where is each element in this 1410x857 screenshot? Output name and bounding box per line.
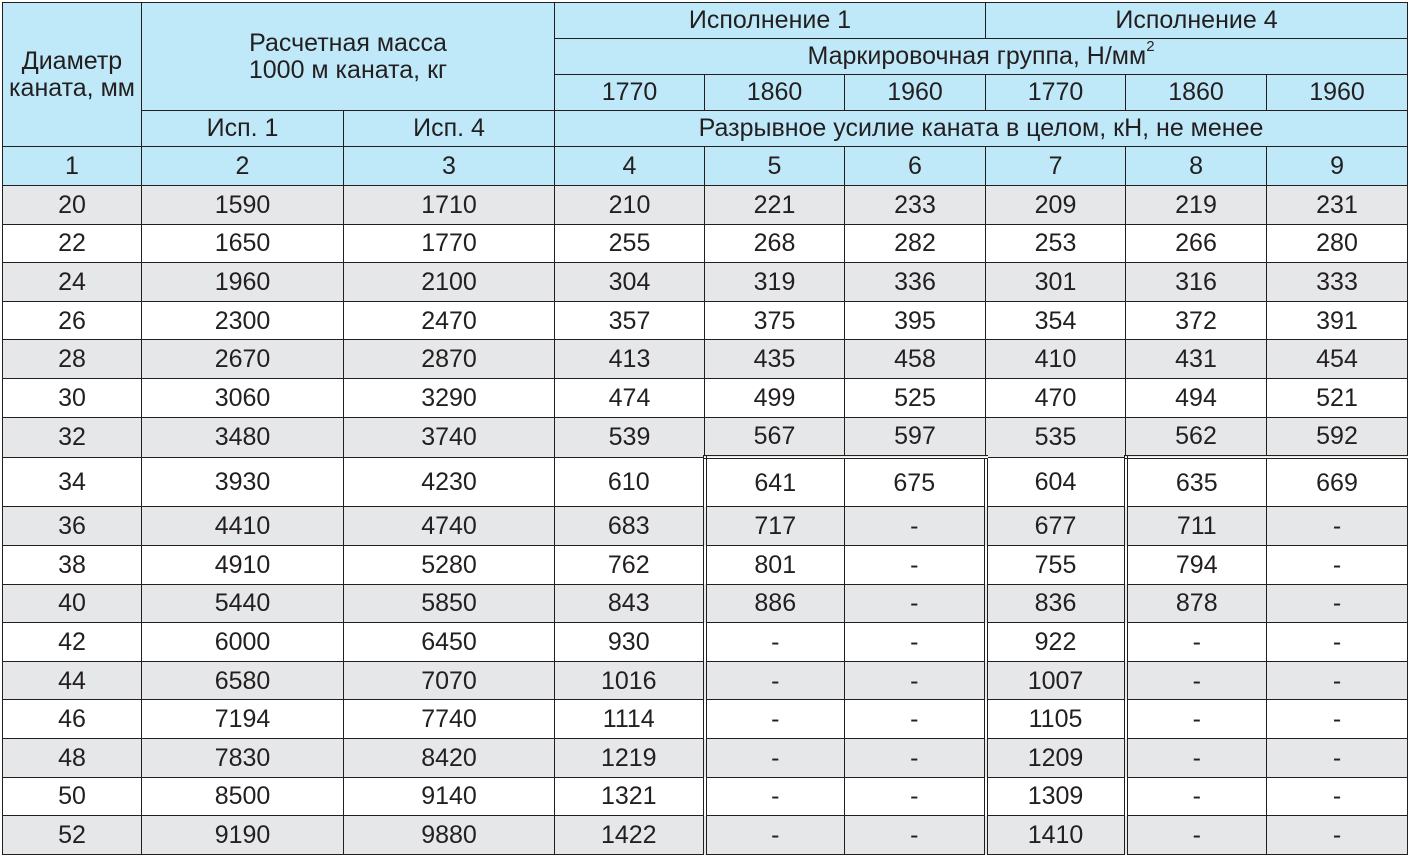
header-mass [142, 3, 555, 111]
col-number: 8 [1126, 147, 1267, 186]
table-row [3, 623, 1408, 662]
table-cell: 354 [986, 301, 1126, 340]
table-cell: - [705, 816, 845, 855]
table-row [3, 546, 1408, 585]
table-row [3, 224, 1408, 263]
table-cell: - [845, 777, 986, 816]
header-mass-line2: 1000 м каната, кг [248, 55, 448, 84]
table-cell: 316 [1126, 263, 1267, 302]
table-cell: 3290 [344, 379, 555, 418]
table-cell: 253 [986, 224, 1126, 263]
table-cell: 3930 [142, 457, 344, 507]
col-number: 7 [986, 147, 1126, 186]
table-cell: 40 [3, 584, 142, 623]
table-cell: - [1126, 777, 1267, 816]
table-cell: 5280 [344, 546, 555, 585]
table-cell: 1770 [344, 224, 555, 263]
table-cell: 1960 [142, 263, 344, 302]
table-cell: 499 [705, 379, 845, 418]
table-cell: 4410 [142, 507, 344, 546]
table-cell: 2870 [344, 340, 555, 379]
table-cell: - [845, 584, 986, 623]
table-cell: 930 [555, 623, 705, 662]
table-cell: - [705, 777, 845, 816]
table-cell: 372 [1126, 301, 1267, 340]
table-row [3, 507, 1408, 546]
table-cell: 1590 [142, 186, 344, 225]
table-cell: 4910 [142, 546, 344, 585]
table-cell: 3740 [344, 417, 555, 457]
grade-cell: 1770 [986, 75, 1126, 111]
table-cell: - [705, 739, 845, 778]
table-cell: 2300 [142, 301, 344, 340]
table-cell: 46 [3, 700, 142, 739]
header-exec1: Исполнение 1 [555, 3, 986, 39]
table-cell: 6000 [142, 623, 344, 662]
table-cell: 1710 [344, 186, 555, 225]
table-cell: - [845, 816, 986, 855]
table-cell: 711 [1126, 507, 1267, 546]
table-cell: 535 [986, 417, 1126, 457]
table-cell: - [1267, 661, 1408, 700]
table-cell: 669 [1267, 457, 1408, 507]
table-cell: 209 [986, 186, 1126, 225]
table-row [3, 457, 1408, 507]
table-cell: 2670 [142, 340, 344, 379]
table-cell: 2470 [344, 301, 555, 340]
table-cell: 922 [986, 623, 1126, 662]
table-row [3, 700, 1408, 739]
table-cell: - [1267, 507, 1408, 546]
table-cell: 836 [986, 584, 1126, 623]
table-cell: 52 [3, 816, 142, 855]
table-cell: 1650 [142, 224, 344, 263]
table-cell: 9190 [142, 816, 344, 855]
table-cell: 525 [845, 379, 986, 418]
table-cell: 391 [1267, 301, 1408, 340]
table-cell: 539 [555, 417, 705, 457]
table-cell: 319 [705, 263, 845, 302]
table-cell: 878 [1126, 584, 1267, 623]
table-cell: 755 [986, 546, 1126, 585]
table-cell: 1007 [986, 661, 1126, 700]
table-header [3, 3, 1408, 186]
table-row [3, 777, 1408, 816]
col-number: 9 [1267, 147, 1408, 186]
table-cell: 1410 [986, 816, 1126, 855]
table-row [3, 379, 1408, 418]
table-cell: - [845, 661, 986, 700]
col-number: 1 [3, 147, 142, 186]
table-cell: - [1267, 584, 1408, 623]
table-cell: 304 [555, 263, 705, 302]
table-cell: 36 [3, 507, 142, 546]
table-cell: 843 [555, 584, 705, 623]
table-cell: 454 [1267, 340, 1408, 379]
table-cell: 26 [3, 301, 142, 340]
table-cell: 20 [3, 186, 142, 225]
table-cell: 610 [555, 457, 705, 507]
table-cell: 7194 [142, 700, 344, 739]
table-row [3, 584, 1408, 623]
table-cell: 24 [3, 263, 142, 302]
table-cell: 301 [986, 263, 1126, 302]
table-row [3, 417, 1408, 457]
table-cell: 6450 [344, 623, 555, 662]
table-cell: 1016 [555, 661, 705, 700]
table-cell: - [705, 661, 845, 700]
table-cell: 44 [3, 661, 142, 700]
table-cell: 34 [3, 457, 142, 507]
table-cell: 886 [705, 584, 845, 623]
table-row [3, 340, 1408, 379]
table-cell: 22 [3, 224, 142, 263]
table-cell: 50 [3, 777, 142, 816]
table-cell: 4230 [344, 457, 555, 507]
table-cell: 357 [555, 301, 705, 340]
table-cell: 1422 [555, 816, 705, 855]
table-cell: 219 [1126, 186, 1267, 225]
table-row [3, 186, 1408, 225]
table-cell: 717 [705, 507, 845, 546]
table-row [3, 661, 1408, 700]
table-cell: - [845, 700, 986, 739]
table-row [3, 739, 1408, 778]
table-cell: 395 [845, 301, 986, 340]
table-cell: 794 [1126, 546, 1267, 585]
header-marking-sup: 2 [1146, 38, 1155, 56]
table-cell: 762 [555, 546, 705, 585]
table-cell: 1219 [555, 739, 705, 778]
table-cell: - [1267, 700, 1408, 739]
table-cell: 2100 [344, 263, 555, 302]
table-cell: 375 [705, 301, 845, 340]
table-cell: 255 [555, 224, 705, 263]
grade-cell: 1770 [555, 75, 705, 111]
table-cell: 635 [1126, 457, 1267, 507]
table-cell: 48 [3, 739, 142, 778]
table-cell: 280 [1267, 224, 1408, 263]
table-cell: 282 [845, 224, 986, 263]
header-breaking-force: Разрывное усилие каната в целом, кН, не менее [555, 111, 1408, 147]
header-marking-label: Маркировочная группа, Н/мм [807, 42, 1147, 71]
table-cell: - [705, 700, 845, 739]
table-cell: 5440 [142, 584, 344, 623]
table-cell: 5850 [344, 584, 555, 623]
table-cell: 604 [986, 457, 1126, 507]
grade-cell: 1960 [1267, 75, 1408, 111]
table-cell: 3060 [142, 379, 344, 418]
table-cell: 32 [3, 417, 142, 457]
table-cell: 9880 [344, 816, 555, 855]
table-row [3, 263, 1408, 302]
col-number: 3 [344, 147, 555, 186]
table-cell: 266 [1126, 224, 1267, 263]
table-cell: 1105 [986, 700, 1126, 739]
table-cell: 592 [1267, 417, 1408, 457]
table-cell: 210 [555, 186, 705, 225]
table-cell: - [1267, 816, 1408, 855]
table-cell: 410 [986, 340, 1126, 379]
header-isp1: Исп. 1 [142, 111, 344, 147]
table-cell: 494 [1126, 379, 1267, 418]
table-cell: - [1126, 661, 1267, 700]
table-cell: 521 [1267, 379, 1408, 418]
table-body [3, 186, 1408, 855]
table-cell: 474 [555, 379, 705, 418]
grade-cell: 1960 [845, 75, 986, 111]
table-cell: 435 [705, 340, 845, 379]
header-exec4: Исполнение 4 [986, 3, 1408, 39]
table-cell: 7740 [344, 700, 555, 739]
table-cell: - [845, 546, 986, 585]
rope-spec-table [2, 2, 1408, 855]
table-cell: 9140 [344, 777, 555, 816]
table-cell: - [1126, 700, 1267, 739]
table-cell: 431 [1126, 340, 1267, 379]
table-cell: 597 [845, 417, 986, 457]
header-marking-group [555, 39, 1408, 75]
grade-cell: 1860 [1126, 75, 1267, 111]
table-cell: - [1126, 623, 1267, 662]
table-cell: - [1267, 739, 1408, 778]
table-cell: 6580 [142, 661, 344, 700]
col-number: 4 [555, 147, 705, 186]
table-cell: 801 [705, 546, 845, 585]
table-cell: 3480 [142, 417, 344, 457]
table-cell: 336 [845, 263, 986, 302]
table-cell: - [1267, 546, 1408, 585]
table-cell: - [705, 623, 845, 662]
col-number: 2 [142, 147, 344, 186]
table-row [3, 301, 1408, 340]
table-row [3, 816, 1408, 855]
grade-cell: 1860 [705, 75, 845, 111]
table-cell: 567 [705, 417, 845, 457]
col-number: 5 [705, 147, 845, 186]
table-cell: 30 [3, 379, 142, 418]
header-isp4: Исп. 4 [344, 111, 555, 147]
table-cell: - [1126, 739, 1267, 778]
table-cell: - [1267, 777, 1408, 816]
table-cell: 7830 [142, 739, 344, 778]
table-cell: 677 [986, 507, 1126, 546]
table-cell: 675 [845, 457, 986, 507]
table-cell: 231 [1267, 186, 1408, 225]
col-number: 6 [845, 147, 986, 186]
table-cell: 7070 [344, 661, 555, 700]
table-cell: 4740 [344, 507, 555, 546]
table-cell: 1114 [555, 700, 705, 739]
table-cell: 413 [555, 340, 705, 379]
table-cell: 1309 [986, 777, 1126, 816]
table-cell: 562 [1126, 417, 1267, 457]
table-cell: 1209 [986, 739, 1126, 778]
table-cell: 333 [1267, 263, 1408, 302]
table-cell: - [845, 507, 986, 546]
table-cell: - [845, 739, 986, 778]
table-cell: 470 [986, 379, 1126, 418]
table-cell: 38 [3, 546, 142, 585]
table-cell: 683 [555, 507, 705, 546]
table-cell: 233 [845, 186, 986, 225]
header-mass-line1: Расчетная масса [249, 29, 447, 58]
table-cell: 221 [705, 186, 845, 225]
table-cell: 8420 [344, 739, 555, 778]
table-cell: 8500 [142, 777, 344, 816]
table-cell: 268 [705, 224, 845, 263]
table-cell: 458 [845, 340, 986, 379]
table-cell: 42 [3, 623, 142, 662]
table-cell: 641 [705, 457, 845, 507]
table-cell: 28 [3, 340, 142, 379]
header-diameter: Диаметр каната, мм [3, 3, 142, 147]
table-cell: 1321 [555, 777, 705, 816]
table-cell: - [1267, 623, 1408, 662]
table-cell: - [845, 623, 986, 662]
table-cell: - [1126, 816, 1267, 855]
